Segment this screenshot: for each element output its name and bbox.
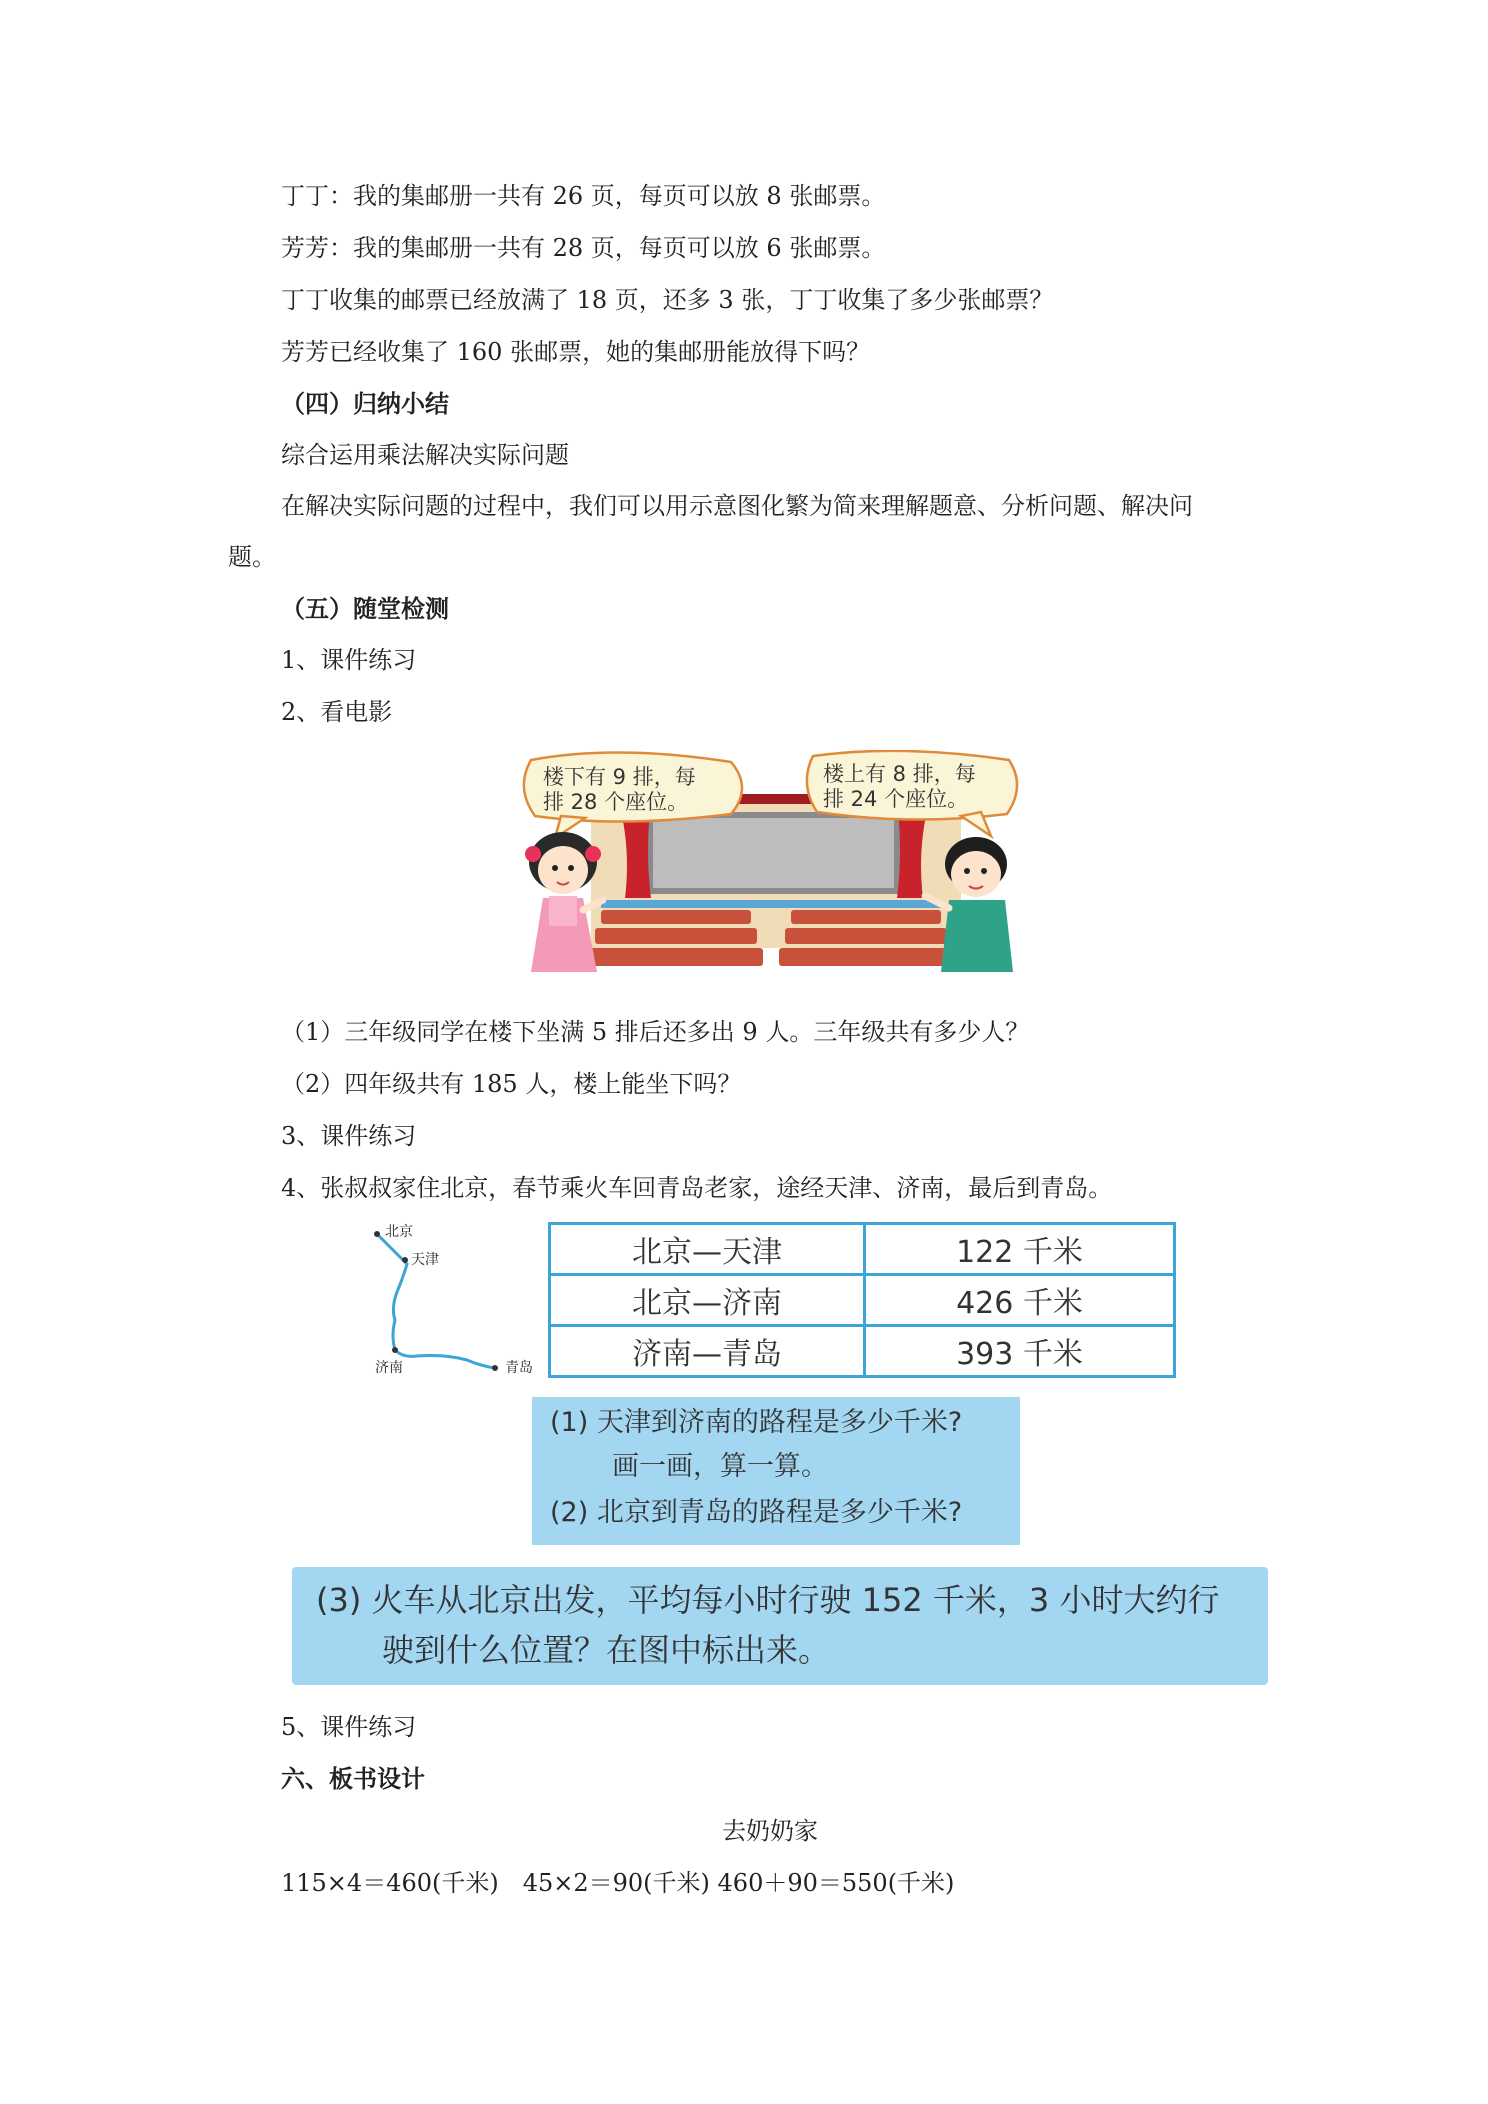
question-dingding-stamps: 丁丁收集的邮票已经放满了 18 页，还多 3 张，丁丁收集了多少张邮票？	[281, 286, 1054, 314]
question-box-1-line-2: 画一画，算一算。	[612, 1451, 828, 1482]
summary-line-2: 在解决实际问题的过程中，我们可以用示意图化繁为简来理解题意、分析问题、解决问	[281, 492, 1193, 520]
movie-question-1: （1）三年级同学在楼下坐满 5 排后还多出 9 人。三年级共有多少人？	[281, 1018, 1030, 1046]
map-label-qingdao: 青岛	[505, 1360, 533, 1376]
summary-line-2-cont: 题。	[228, 543, 276, 571]
route-cell: 北京—天津	[550, 1224, 865, 1275]
question-box-1-line-1: (1) 天津到济南的路程是多少千米?	[550, 1407, 963, 1438]
item-5: 5、课件练习	[281, 1713, 417, 1741]
jinan-dot	[392, 1347, 398, 1353]
board-title: 去奶奶家	[722, 1817, 818, 1845]
girl-bubble-line-2: 排 28 个座位。	[543, 790, 689, 814]
distance-cell: 426 千米	[865, 1275, 1175, 1326]
table-row	[550, 1326, 1175, 1377]
girl-bubble-line-1: 楼下有 9 排，每	[543, 765, 696, 789]
girl-figure	[525, 832, 603, 972]
route-cell: 济南—青岛	[550, 1326, 865, 1377]
boy-bubble-line-1: 楼上有 8 排，每	[823, 762, 976, 786]
cinema-illustration	[521, 750, 1026, 982]
item-3: 3、课件练习	[281, 1122, 417, 1150]
table-row	[550, 1224, 1175, 1275]
question-box-2-line-2: 驶到什么位置？在图中标出来。	[382, 1631, 831, 1669]
item-1: 1、课件练习	[281, 646, 417, 674]
question-box-1-line-3: (2) 北京到青岛的路程是多少千米?	[550, 1497, 963, 1528]
question-box-2	[292, 1567, 1268, 1685]
distance-table	[548, 1222, 1176, 1378]
map-label-beijing: 北京	[385, 1224, 413, 1240]
route-map	[355, 1220, 550, 1385]
qingdao-dot	[492, 1365, 498, 1371]
boy-bubble-line-2: 排 24 个座位。	[823, 787, 969, 811]
route-cell: 北京—济南	[550, 1275, 865, 1326]
paragraph-dingding: 丁丁：我的集邮册一共有 26 页，每页可以放 8 张邮票。	[281, 182, 886, 210]
map-label-tianjin: 天津	[411, 1252, 439, 1268]
board-formula: 115×4＝460(千米) 45×2＝90(千米) 460＋90＝550(千米)	[281, 1869, 955, 1897]
beijing-dot	[374, 1231, 380, 1237]
question-box-1	[532, 1397, 1020, 1545]
section-heading-quiz: （五）随堂检测	[281, 595, 449, 623]
item-2: 2、看电影	[281, 698, 393, 726]
table-row	[550, 1275, 1175, 1326]
section-heading-summary: （四）归纳小结	[281, 390, 449, 418]
distance-cell: 393 千米	[865, 1326, 1175, 1377]
movie-question-2: （2）四年级共有 185 人，楼上能坐下吗？	[281, 1070, 742, 1098]
tianjin-dot	[402, 1257, 408, 1263]
question-fangfang-stamps: 芳芳已经收集了 160 张邮票，她的集邮册能放得下吗？	[281, 338, 871, 366]
cinema-aisle	[601, 900, 941, 908]
section-heading-board: 六、板书设计	[281, 1765, 425, 1793]
map-label-jinan: 济南	[375, 1360, 403, 1376]
question-box-2-line-1: (3) 火车从北京出发，平均每小时行驶 152 千米，3 小时大约行	[316, 1581, 1220, 1619]
distance-cell: 122 千米	[865, 1224, 1175, 1275]
summary-line-1: 综合运用乘法解决实际问题	[281, 441, 569, 469]
cinema-screen	[653, 818, 894, 888]
paragraph-fangfang: 芳芳：我的集邮册一共有 28 页，每页可以放 6 张邮票。	[281, 234, 886, 262]
item-4: 4、张叔叔家住北京，春节乘火车回青岛老家，途经天津、济南，最后到青岛。	[281, 1174, 1113, 1202]
